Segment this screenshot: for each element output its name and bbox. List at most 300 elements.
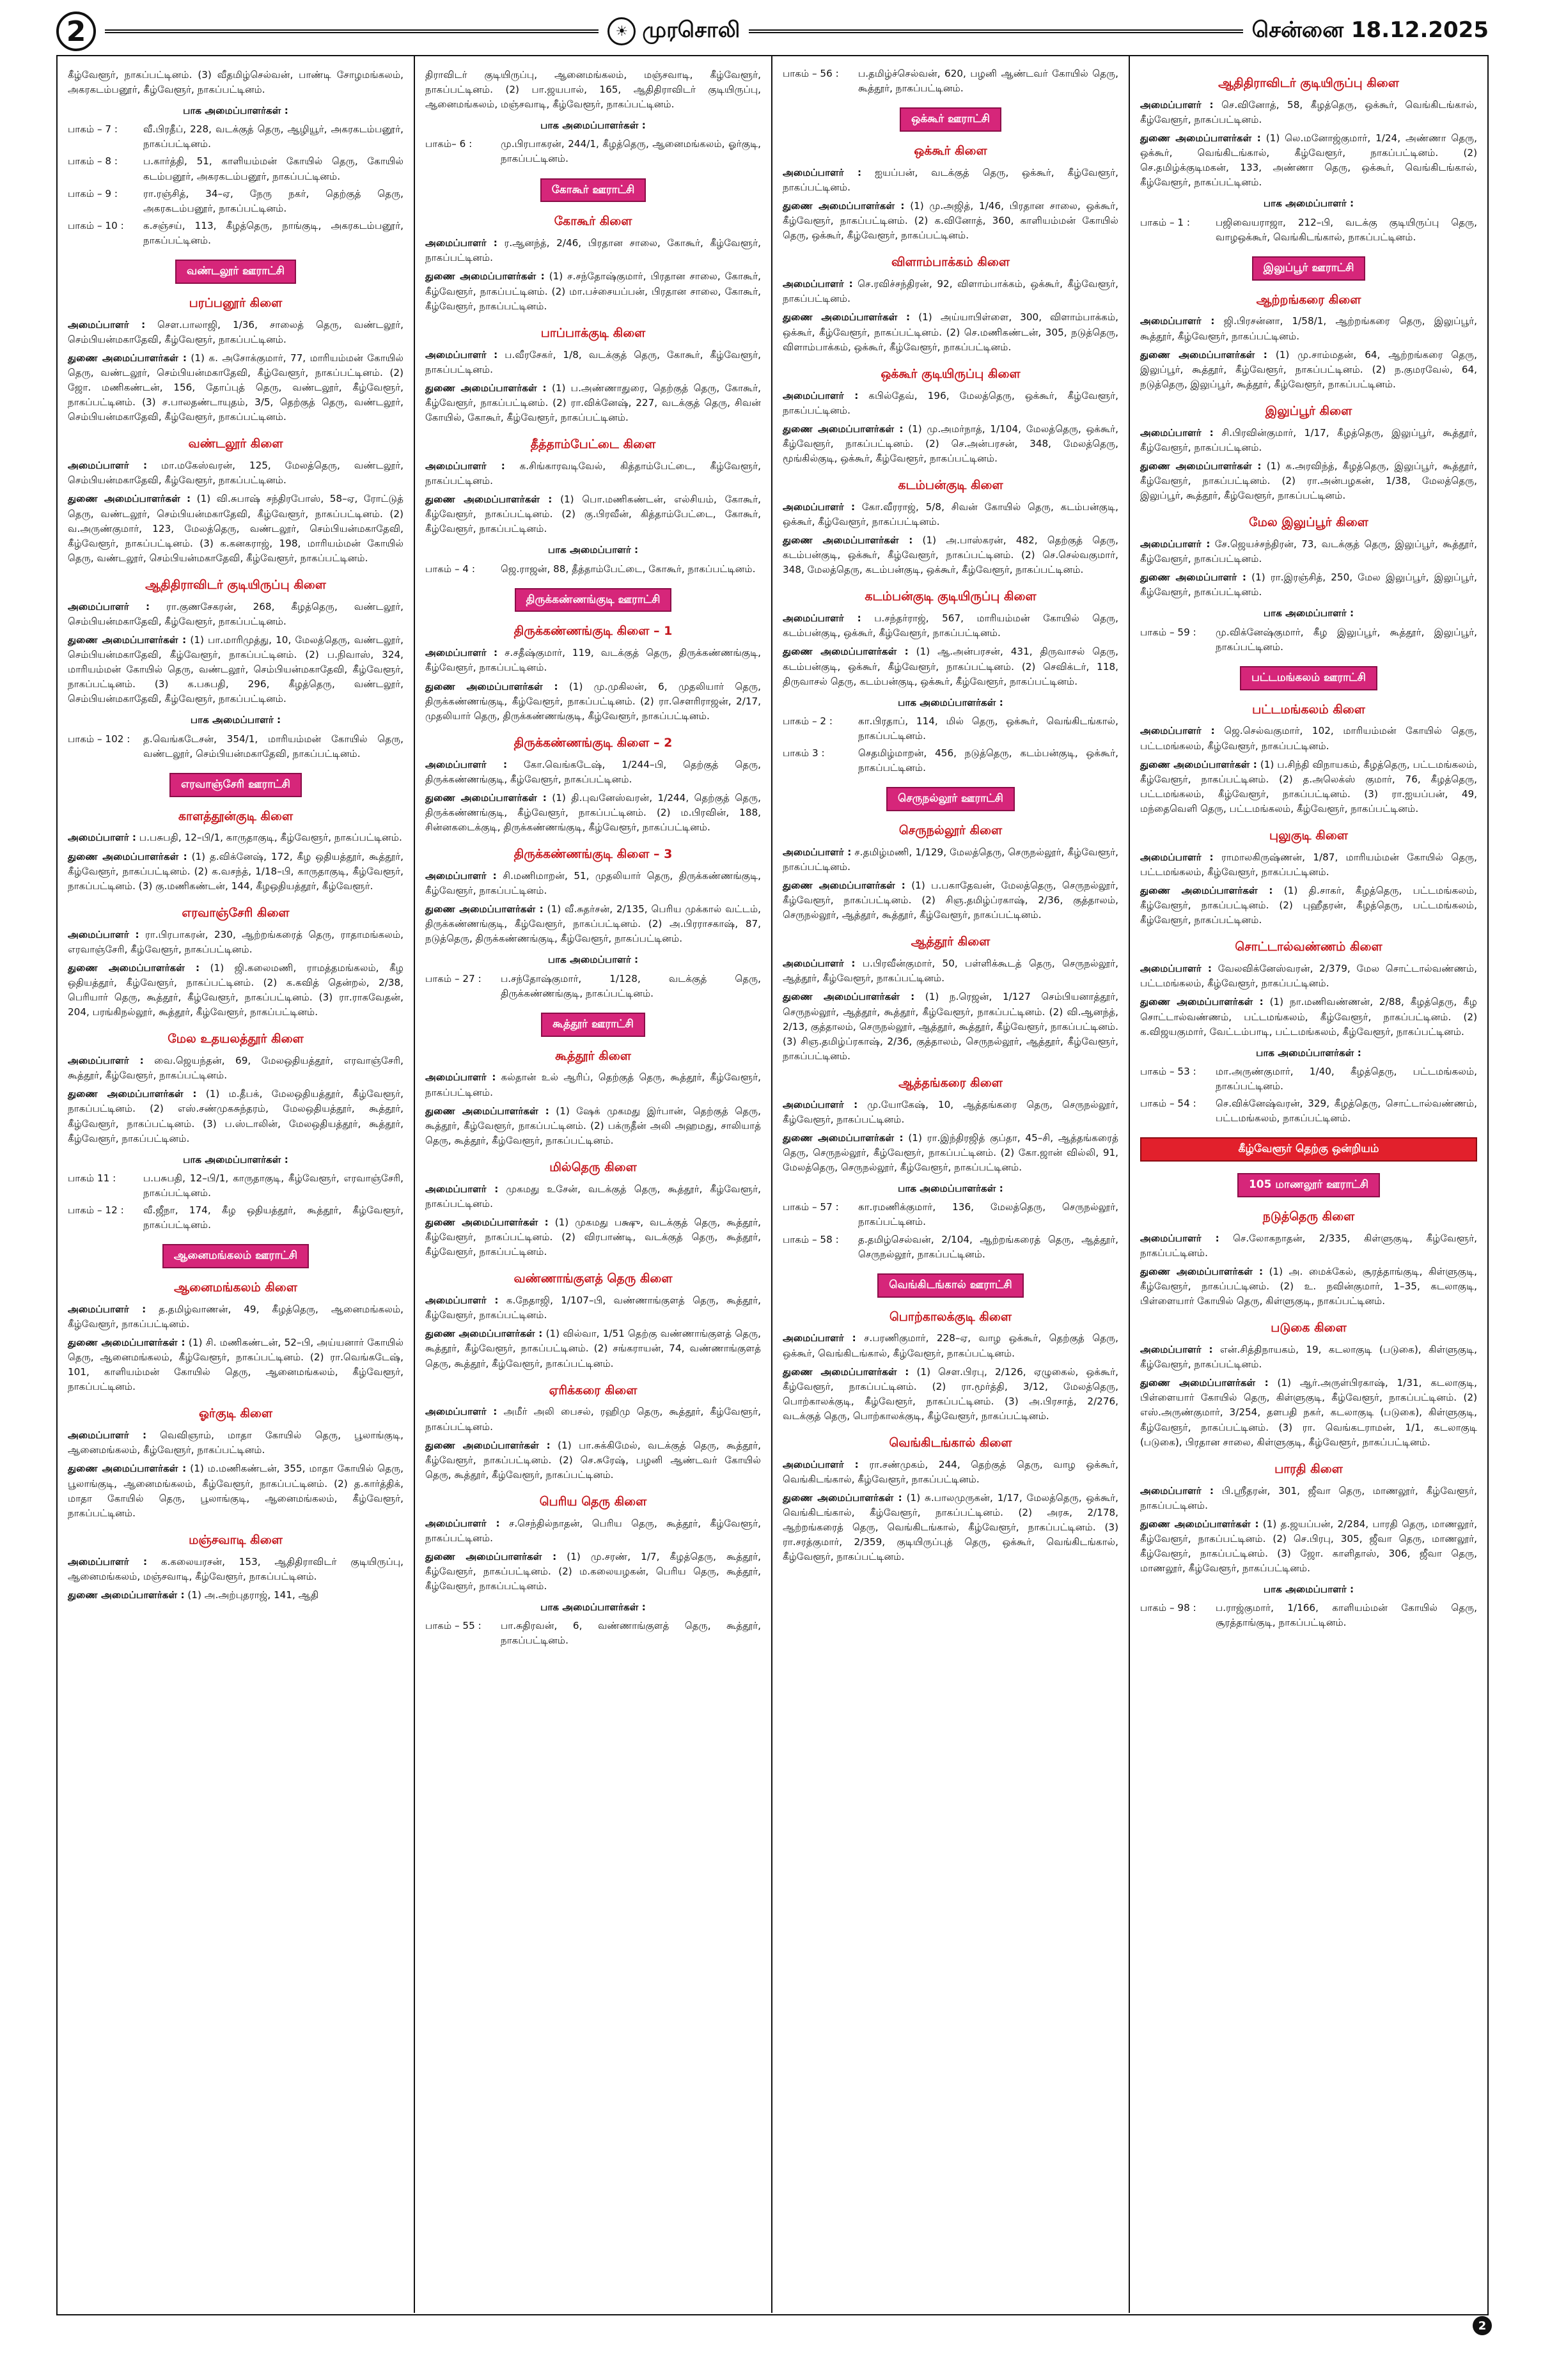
organizer-entry xyxy=(1140,1484,1477,1513)
booth-organizer: ப.சந்தோஷ்குமார், 1/128, வடக்குத் தெரு, திருக்கண்ணங்குடி, நாகப்பட்டினம். xyxy=(501,972,761,999)
booth-number: பாகம் – 58 : xyxy=(783,1233,839,1245)
organizer-entry xyxy=(68,1428,403,1458)
role-label: துணை அமைப்பாளர்கள் : xyxy=(425,494,552,506)
role-label: துணை அமைப்பாளர்கள் : xyxy=(1140,996,1264,1008)
organizer-details: (1) க. அசோக்குமார், 77, மாரியம்மன் கோயில் தெரு, வண்டலூர், செம்பியன்மகாதேவி, கீழ்வேளூர், நாகப்பட்டினம். (2) ஜோ. மணிகண்டன், 156, தோப்புத் தெரு, வண்டலூர், கீழ்வேளூர், நாகப்பட்டினம். (3) ச.பாலதண்டாயுதம், 3/5, தெற்குத் தெரு, வண்டலூர், செம்பியன்மகாதேவி, கீழ்வேளூர், நாகப்பட்டினம். xyxy=(68,352,403,423)
organizer-entry xyxy=(1140,314,1477,343)
organizer-entry xyxy=(783,878,1118,922)
organizer-entry xyxy=(1140,883,1477,928)
role-label: துணை அமைப்பாளர்கள் : xyxy=(425,382,547,394)
booth-entry xyxy=(425,137,761,166)
branch-heading: ஆதிதிராவிடர் குடியிருப்பு கிளை xyxy=(145,577,326,592)
organizer-entry xyxy=(1140,348,1477,392)
organizer-entry xyxy=(425,269,761,313)
organizer-details: ப.பிரவீன்குமார், 50, பள்ளிக்கூடத் தெரு, செருநல்லூர், ஆத்தூர், கீழ்வேளூர், நாகப்பட்டினம். xyxy=(783,958,1118,984)
organizer-entry xyxy=(1140,98,1477,127)
booth-number: பாகம் 11 : xyxy=(68,1172,116,1184)
role-label: துணை அமைப்பாளர்கள் : xyxy=(425,1216,549,1228)
role-label: அமைப்பாளர் : xyxy=(68,832,137,844)
organizer-details: சௌ.பாலாஜி, 1/36, சாலைத் தெரு, வண்டலூர், செம்பியன்மகாதேவி, கீழ்வேளூர், நாகப்பட்டினம். xyxy=(68,318,403,345)
branch-heading: மேல இலுப்பூர் கிளை xyxy=(1249,515,1368,530)
organizer-entry xyxy=(425,1438,761,1482)
organizer-details: (1) மு.அமர்நாத், 1/104, மேலத்தெரு, ஒக்கூர், கீழ்வேளூர், நாகப்பட்டினம். (2) செ.அன்பரசன், 348, மேலத்தெரு, மூங்கில்குடி, ஒக்கூர், கீழ்வேளூர், நாகப்பட்டினம். xyxy=(783,423,1118,464)
article-columns xyxy=(58,56,1487,2313)
booth-organizer: த.வெங்கடேசன், 354/1, மாரியம்மன் கோயில் தெரு, வண்டலூர், செம்பியன்மகாதேவி, நாகப்பட்டினம். xyxy=(143,733,403,759)
role-label: துணை அமைப்பாளர்கள் : xyxy=(783,534,913,547)
booth-organizer: மு.விக்னேஷ்குமார், கீழ இலுப்பூர், கூத்தூர், இலுப்பூர், நாகப்பட்டினம். xyxy=(1216,626,1477,653)
role-label: அமைப்பாளர் : xyxy=(425,237,497,249)
organizer-entry xyxy=(783,199,1118,243)
booth-organizers-heading: பாக அமைப்பாளர்கள் : xyxy=(898,1183,1003,1195)
role-label: துணை அமைப்பாளர்கள் : xyxy=(425,680,558,692)
booth-number: பாகம் – 7 : xyxy=(68,123,118,136)
booth-organizers-heading: பாக அமைப்பாளர்கள் : xyxy=(540,120,646,132)
organizer-details: (1) அய்யாபிள்ளை, 300, விளாம்பாக்கம், ஒக்கூர், கீழ்வேளூர், நாகப்பட்டினம். (2) செ.மணிகண்டன், 305, நடுத்தெரு, விளாம்பாக்கம், ஒக்கூர், கீழ்வேளூர், நாகப்பட்டினம். xyxy=(783,311,1118,353)
organizer-entry xyxy=(68,492,403,565)
organizer-entry xyxy=(783,533,1118,577)
booth-organizers-heading: பாக அமைப்பாளர்கள் : xyxy=(898,696,1003,708)
role-label: அமைப்பாளர் : xyxy=(425,1183,499,1195)
organizer-entry xyxy=(68,351,403,424)
role-label: துணை அமைப்பாளர்கள் : xyxy=(425,1328,543,1340)
organizer-details: ஜி.பிரசன்னா, 1/58/1, ஆற்றங்கரை தெரு, இலுப்பூர், கூத்தூர், கீழ்வேளூர், நாகப்பட்டினம். xyxy=(1140,315,1477,342)
branch-heading: ஒக்கூர் குடியிருப்பு கிளை xyxy=(881,366,1021,381)
role-label: துணை அமைப்பாளர்கள் : xyxy=(783,1492,902,1504)
booth-number: பாகம் – 53 : xyxy=(1140,1065,1196,1077)
role-label: துணை அமைப்பாளர்கள் : xyxy=(68,850,187,862)
booth-number: பாகம் – 56 : xyxy=(783,68,839,79)
role-label: துணை அமைப்பாளர்கள் : xyxy=(783,646,909,658)
continued-paragraph: கீழ்வேளூர், நாகப்பட்டினம். (3) வீதமிழ்செல்வன், பாண்டி சோழமங்கலம், அகரகடம்பனூர், கீழ்வேளூர், நாகப்பட்டினம். xyxy=(68,69,403,96)
organizer-entry xyxy=(1140,1376,1477,1449)
organizer-details: (1) அ. மைக்கேல், சூரத்தாங்குடி, கிள்ளுகுடி, கீழ்வேளூர், நாகப்பட்டினம். (2) உ. நவின்குமார், 1–35, கடலாகுடி, பிள்ளையார் கோயில் தெரு, கிள்ளுகுடி, நாகப்பட்டினம். xyxy=(1140,1265,1478,1307)
panchayat-banner: கீழ்வேளூர் தெற்கு ஒன்றியம் xyxy=(1140,1137,1477,1162)
role-label: அமைப்பாளர் : xyxy=(1140,725,1215,737)
organizer-entry xyxy=(783,1098,1118,1127)
organizer-details: (1) ப.சிந்தி விநாயகம், கீழத்தெரு, பட்டமங்கலம், கீழ்வேளூர், நாகப்பட்டினம். (2) த.அலெக்ஸ் குமார், 76, கீழத்தெரு, பட்டமங்கலம், கீழ்வேளூர், நாகப்பட்டினம். (3) ரா.ஐயப்பன், 49, மந்தைவெளி தெரு, பட்டமங்கலம், கீழ்வேளூர், நாகப்பட்டினம். xyxy=(1140,758,1477,814)
booth-number: பாகம்– 6 : xyxy=(425,138,473,150)
organizer-entry xyxy=(68,961,403,1020)
organizer-details: (1) லெ.மனோஜ்குமார், 1/24, அண்ணா தெரு, ஒக்கூர், வெங்கிடங்கால், கீழ்வேளூர், நாகப்பட்டினம். (2) செ.தமிழ்க்குடிமகன், 133, அண்ணா தெரு, ஒக்கூர், வெங்கிடங்கால், கீழ்வேளூர், நாகப்பட்டினம். xyxy=(1140,132,1477,189)
role-label: துணை அமைப்பாளர்கள் : xyxy=(1140,1518,1259,1530)
organizer-entry xyxy=(425,1293,761,1323)
branch-heading: வண்டலூர் கிளை xyxy=(188,437,283,451)
organizer-entry xyxy=(425,348,761,377)
role-label: அமைப்பாளர் : xyxy=(68,1055,144,1067)
organizer-entry xyxy=(425,236,761,265)
booth-entry xyxy=(68,1203,403,1233)
booth-organizers-heading: பாக அமைப்பாளர் : xyxy=(547,544,639,556)
organizer-details: வை.ஜெயந்தன், 69, மேலஒதியத்தூர், எரவாஞ்சேரி, கூத்தூர், கீழ்வேளூர், நாகப்பட்டினம். xyxy=(68,1055,404,1082)
role-label: துணை அமைப்பாளர்கள் : xyxy=(783,200,905,212)
organizer-details: (1) நா.மணிவண்ணன், 2/88, கீழத்தெரு, கீழ சொட்டால்வண்ணம், பட்டமங்கலம், கீழ்வேளூர், நாகப்பட்டினம். (2) க.விஜயகுமார், வேட்டம்பாடி, பட்டமங்கலம், கீழ்வேளூர், நாகப்பட்டினம். xyxy=(1140,996,1478,1038)
organizer-details: ப.வீரசேகர், 1/8, வடக்குத் தெரு, கோகூர், கீழ்வேளூர், நாகப்பட்டினம். xyxy=(425,348,762,375)
booth-organizers-heading: பாக அமைப்பாளர்கள் : xyxy=(183,1153,288,1165)
role-label: துணை அமைப்பாளர்கள் : xyxy=(425,1105,549,1117)
organizer-details: க.நேதாஜி, 1/107–பி, வண்ணாங்குளத் தெரு, கூத்தூர், கீழ்வேளூர், நாகப்பட்டினம். xyxy=(425,1295,762,1321)
role-label: அமைப்பாளர் : xyxy=(425,1071,496,1084)
organizer-details: (1) த.விக்னேஷ், 172, கீழ ஒதியத்தூர், கூத்தூர், கீழ்வேளூர், நாகப்பட்டினம். (2) க.வசந்த், 1/18–பி, காருதாகுடி, கீழ்வேளூர், நாகப்பட்டினம். (3) கு.மணிகண்டன், 144, கீழஒதியத்தூர், கீழ்வேளூர். xyxy=(68,850,403,892)
role-label: துணை அமைப்பாளர்கள் : xyxy=(783,991,915,1003)
organizer-entry xyxy=(783,845,1118,875)
booth-organizer: செ.விக்னேஷ்வரன், 329, கீழத்தெரு, சொட்டால்வண்ணம், பட்டமங்கலம், நாகப்பட்டினம். xyxy=(1216,1098,1477,1124)
organizer-entry xyxy=(1140,1342,1477,1372)
organizer-entry xyxy=(783,1491,1118,1564)
organizer-details: கோ.வெங்கடேஷ், 1/244–பி, தெற்குத் தெரு, திருக்கண்ணங்குடி, கீழ்வேளூர், நாகப்பட்டினம். xyxy=(425,758,762,785)
branch-heading: பொற்காலக்குடி கிளை xyxy=(889,1309,1012,1324)
panchayat-banner: 105 மாணலூர் ஊராட்சி xyxy=(1237,1173,1380,1197)
organizer-details: (1) அ.பாஸ்கரன், 482, தெற்குத் தெரு, கடம்பன்குடி, ஒக்கூர், கீழ்வேளூர், நாகப்பட்டினம். (2) செ.செல்வகுமார், 348, மேலத்தெரு, கடம்பன்குடி, ஒக்கூர், கீழ்வேளூர், நாகப்பட்டினம். xyxy=(783,534,1118,576)
organizer-details: ஐயப்பன், வடக்குத் தெரு, ஒக்கூர், கீழ்வேளூர், நாகப்பட்டினம். xyxy=(783,166,1119,193)
branch-heading: பாரதி கிளை xyxy=(1274,1461,1343,1476)
organizer-details: (1) முகமது பக்ஷு, வடக்குத் தெரு, கூத்தூர், கீழ்வேளூர், நாகப்பட்டினம். (2) விரபாண்டி, வடக்குத் தெரு, கூத்தூர், கீழ்வேளூர், நாகப்பட்டினம். xyxy=(425,1216,762,1258)
role-label: அமைப்பாளர் : xyxy=(425,758,508,770)
organizer-entry xyxy=(68,600,403,629)
organizer-entry xyxy=(68,318,403,347)
organizer-details: (1) சு.பாலமுருகன், 1/17, மேலத்தெரு, ஒக்கூர், வெங்கிடங்கால், கீழ்வேளூர், நாகப்பட்டினம். (2) அரசு, 2/178, ஆற்றங்கரைத் தெரு, வெங்கிடங்கால், கீழ்வேளூர், நாகப்பட்டினம். (3) ரா.சரத்குமார், 2/359, குடியிருப்புத் தெரு, ஒக்கூர், வெங்கிடங்கால், கீழ்வேளூர், நாகப்பட்டினம். xyxy=(783,1492,1118,1563)
organizer-details: (1) பா.சுக்கிமேல், வடக்குத் தெரு, கூத்தூர், கீழ்வேளூர், நாகப்பட்டினம். (2) செ.சுரேஷ், பழனி ஆண்டவர் கோயில் தெரு, கூத்தூர், கீழ்வேளூர், நாகப்பட்டினம். xyxy=(425,1439,761,1481)
organizer-entry xyxy=(425,902,761,946)
role-label: அமைப்பாளர் : xyxy=(425,870,497,882)
branch-heading: ஆத்தங்கரை கிளை xyxy=(898,1075,1003,1090)
booth-organizer: ப.பசுபதி, 12–பி/1, காருதாகுடி, கீழ்வேளூர், எரவாஞ்சேரி, நாகப்பட்டினம். xyxy=(143,1172,403,1199)
organizer-entry xyxy=(1140,1517,1477,1576)
organizer-entry xyxy=(425,758,761,787)
branch-heading: வண்ணாங்குளத் தெரு கிளை xyxy=(513,1272,673,1286)
branch-heading: நடுத்தெரு கிளை xyxy=(1262,1209,1355,1224)
booth-entry xyxy=(68,219,403,248)
organizer-details: முகமது உசேன், வடக்குத் தெரு, கூத்தூர், கீழ்வேளூர், நாகப்பட்டினம். xyxy=(425,1183,762,1209)
organizer-details: (1) ஆ.அன்பரசன், 431, திருவாசல் தெரு, கடம்பன்குடி, ஒக்கூர், கீழ்வேளூர், நாகப்பட்டினம். (2) செவிக்டர், 118, திருவாசல் தெரு, கடம்பன்குடி, ஒக்கூர், கீழ்வேளூர், நாகப்பட்டினம். xyxy=(783,646,1119,687)
role-label: துணை அமைப்பாளர்கள் : xyxy=(1140,885,1273,897)
role-label: துணை அமைப்பாளர்கள் : xyxy=(1140,758,1257,770)
branch-heading: பட்டமங்கலம் கிளை xyxy=(1252,702,1365,717)
organizer-entry xyxy=(425,1182,761,1211)
branch-heading: ஏரிக்கரை கிளை xyxy=(549,1383,638,1397)
organizer-entry xyxy=(1140,995,1477,1039)
role-label: துணை அமைப்பாளர்கள் : xyxy=(425,1439,551,1451)
organizer-details: பி.ஸ்ரீதரன், 301, ஜீவா தெரு, மாணலூர், கீழ்வேளூர், நாகப்பட்டினம். xyxy=(1140,1484,1478,1511)
branch-heading: மேல உதயலத்தூர் கிளை xyxy=(168,1032,304,1046)
organizer-entry xyxy=(783,277,1118,306)
organizer-entry xyxy=(68,1461,403,1520)
booth-organizers-heading: பாக அமைப்பாளர்கள் : xyxy=(183,105,288,117)
booth-organizer: மு.பிரபாகரன், 244/1, கீழத்தெரு, ஆனைமங்கலம், ஓர்குடி, நாகப்பட்டினம். xyxy=(501,138,761,165)
organizer-details: செ.ரவிச்சந்திரன், 92, விளாம்பாக்கம், ஒக்கூர், கீழ்வேளூர், நாகப்பட்டினம். xyxy=(783,278,1118,305)
role-label: துணை அமைப்பாளர்கள் : xyxy=(1140,1265,1264,1277)
role-label: துணை அமைப்பாளர்கள் : xyxy=(68,1337,185,1349)
organizer-entry xyxy=(783,166,1118,195)
role-label: அமைப்பாளர் : xyxy=(68,318,146,331)
organizer-entry xyxy=(783,1331,1118,1360)
role-label: அமைப்பாளர் : xyxy=(1140,851,1214,863)
panchayat-banner: எரவாஞ்சேரி ஊராட்சி xyxy=(169,773,302,797)
booth-number: பாகம் – 9 : xyxy=(68,187,118,199)
booth-entry xyxy=(783,1200,1118,1229)
role-label: அமைப்பாளர் : xyxy=(783,612,861,625)
role-label: துணை அமைப்பாளர்கள் : xyxy=(1140,132,1261,144)
organizer-entry xyxy=(1140,961,1477,991)
booth-number: பாகம் – 4 : xyxy=(425,563,476,575)
booth-number: பாகம் – 12 : xyxy=(68,1204,124,1216)
role-label: அமைப்பாளர் : xyxy=(1140,315,1215,327)
booth-number: பாகம் – 8 : xyxy=(68,155,118,167)
booth-organizer: ஜெ.ராஜன், 88, தீத்தாம்பேட்டை, கோகூர், நாகப்பட்டினம். xyxy=(501,563,756,575)
organizer-details: ப.சந்தர்ராஜ், 567, மாரியம்மன் கோயில் தெரு, கடம்பன்குடி, ஒக்கூர், கீழ்வேளூர், நாகப்பட்டினம். xyxy=(783,612,1118,639)
booth-entry xyxy=(1140,625,1477,655)
organizer-details: சி.பிரவின்குமார், 1/17, கீழத்தெரு, இலுப்பூர், கூத்தூர், கீழ்வேளூர், நாகப்பட்டினம். xyxy=(1140,426,1477,453)
branch-heading: எரவாஞ்சேரி கிளை xyxy=(182,905,290,920)
panchayat-banner: திருக்கண்ணங்குடி ஊராட்சி xyxy=(515,588,672,612)
organizer-details: (1) மு.அஜித், 1/46, பிரதான சாலை, ஒக்கூர், கீழ்வேளூர், நாகப்பட்டினம். (2) க.வினோத், 360, காளியம்மன் கோயில் தெரு, ஒக்கூர், கீழ்வேளூர், நாகப்பட்டினம். xyxy=(783,200,1119,242)
role-label: அமைப்பாளர் : xyxy=(425,1406,497,1418)
role-label: அமைப்பாளர் : xyxy=(1140,98,1214,111)
organizer-details: (1) சி. மணிகண்டன், 52–பி, அய்யனார் கோயில் தெரு, ஆனைமங்கலம், கீழ்வேளூர், நாகப்பட்டினம். (2) ரா.வெங்கடேஷ், 101, காளியம்மன் கோயில் தெரு, ஆனைமங்கலம், கீழ்வேளூர், நாகப்பட்டினம். xyxy=(68,1337,403,1393)
organizer-entry xyxy=(68,1588,403,1603)
masthead-rule-left xyxy=(105,29,599,33)
organizer-entry xyxy=(425,381,761,425)
booth-number: பாகம் – 54 : xyxy=(1140,1098,1196,1109)
branch-heading: வெங்கிடங்கால் கிளை xyxy=(889,1435,1012,1450)
booth-number: பாகம் – 1 : xyxy=(1140,216,1191,228)
masthead xyxy=(56,8,1489,55)
role-label: துணை அமைப்பாளர்கள் : xyxy=(1140,1377,1269,1389)
organizer-entry xyxy=(425,1550,761,1594)
panchayat-banner: ஒக்கூர் ஊராட்சி xyxy=(900,107,1001,132)
booth-entry xyxy=(783,714,1118,743)
booth-number: பாகம் – 59 : xyxy=(1140,626,1196,638)
booth-number: பாகம் – 2 : xyxy=(783,715,833,727)
organizer-details: ரா.குணசேகரன், 268, கீழத்தெரு, வண்டலூர், செம்பியன்மகாதேவி, கீழ்வேளூர், நாகப்பட்டினம். xyxy=(68,600,403,627)
booth-organizer: கா.ரமணிக்குமார், 136, மேலத்தெரு, செருநல்லூர், நாகப்பட்டினம். xyxy=(858,1201,1118,1228)
role-label: துணை அமைப்பாளர்கள் : xyxy=(68,1463,187,1475)
role-label: துணை அமைப்பாளர்கள் : xyxy=(68,961,200,974)
organizer-entry xyxy=(1140,570,1477,600)
booth-number: பாகம் – 98 : xyxy=(1140,1602,1196,1614)
booth-organizers-heading: பாக அமைப்பாளர்கள் : xyxy=(1256,1046,1361,1059)
role-label: துணை அமைப்பாளர்கள் : xyxy=(1140,460,1262,472)
role-label: அமைப்பாளர் : xyxy=(425,460,505,472)
role-label: அமைப்பாளர் : xyxy=(783,846,852,858)
organizer-entry xyxy=(783,1458,1118,1487)
organizer-entry xyxy=(783,389,1118,418)
organizer-details: வேலவிக்னேஸ்வரன், 2/379, மேல சொட்டால்வண்ணம், பட்டமங்கலம், கீழ்வேளூர், நாகப்பட்டினம். xyxy=(1140,963,1477,990)
branch-heading: ஆதிதிராவிடர் குடியிருப்பு கிளை xyxy=(1218,76,1399,90)
organizer-details: (1) க.அரவிந்த், கீழத்தெரு, இலுப்பூர், கூத்தூர், கீழ்வேளூர், நாகப்பட்டினம். (2) ரா.அன்பழகன், 1/38, மேலத்தெரு, இலுப்பூர், கூத்தூர், கீழ்வேளூர், நாகப்பட்டினம். xyxy=(1140,460,1478,502)
branch-heading: கடம்பன்குடி கிளை xyxy=(898,478,1003,493)
organizer-details: (1) ம.மணிகண்டன், 355, மாதா கோயில் தெரு, பூலாங்குடி, ஆனைமங்கலம், கீழ்வேளூர், நாகப்பட்டினம். (2) த.கார்த்திக், மாதா கோயில் தெரு, பூலாங்குடி, ஆனைமங்கலம், கீழ்வேளூர், நாகப்பட்டினம். xyxy=(68,1463,403,1519)
role-label: அமைப்பாளர் : xyxy=(783,278,853,290)
branch-heading: கோகூர் கிளை xyxy=(554,214,632,229)
organizer-details: ர.ஆனந்த், 2/46, பிரதான சாலை, கோகூர், கீழ்வேளூர், நாகப்பட்டினம். xyxy=(425,237,762,264)
booth-entry xyxy=(425,562,761,577)
booth-entry xyxy=(1140,1096,1477,1126)
booth-organizers-heading: பாக அமைப்பாளர் : xyxy=(547,954,639,966)
organizer-details: ச.பரணிகுமார், 228–ஏ, வாழ ஒக்கூர், தெற்குத் தெரு, ஒக்கூர், வெங்கிடங்கால், கீழ்வேளூர், நாகப்பட்டினம். xyxy=(783,1332,1119,1359)
organizer-entry xyxy=(1140,537,1477,566)
booth-organizer: வீ.ஜீநா, 174, கீழ ஒதியத்தூர், கூத்தூர், கீழ்வேளூர், நாகப்பட்டினம். xyxy=(143,1204,403,1231)
organizer-entry xyxy=(1140,131,1477,190)
role-label: துணை அமைப்பாளர்கள் : xyxy=(68,352,187,364)
organizer-details: கபில்தேவ், 196, மேலத்தெரு, ஒக்கூர், கீழ்வேளூர், நாகப்பட்டினம். xyxy=(783,389,1118,416)
role-label: துணை அமைப்பாளர்கள் : xyxy=(783,880,905,892)
role-label: அமைப்பாளர் : xyxy=(1140,426,1214,439)
booth-entry xyxy=(68,187,403,216)
role-label: அமைப்பாளர் : xyxy=(1140,1484,1214,1497)
booth-entry xyxy=(1140,1064,1477,1094)
role-label: அமைப்பாளர் : xyxy=(783,1458,859,1470)
booth-organizer: பஜிவையராஜா, 212–பி, வடக்கு குடியிருப்பு தெரு, வாழஒக்கூர், வெங்கிடங்கால், நாகப்பட்டினம். xyxy=(1216,216,1477,243)
organizer-details: ச.தமிழ்மணி, 1/129, மேலத்தெரு, செருநல்லூர், கீழ்வேளூர், நாகப்பட்டினம். xyxy=(783,846,1118,873)
column-1 xyxy=(58,56,415,2313)
branch-heading: மில்தெரு கிளை xyxy=(549,1160,637,1174)
organizer-entry xyxy=(783,956,1118,986)
panchayat-banner: வண்டலூர் ஊராட்சி xyxy=(175,260,296,284)
panchayat-banner: வெங்கிடங்கால் ஊராட்சி xyxy=(877,1273,1023,1298)
role-label: அமைப்பாளர் : xyxy=(68,1429,147,1442)
role-label: அமைப்பாளர் : xyxy=(1140,1232,1219,1244)
organizer-details: ரா.பிரபாகரன், 230, ஆற்றங்கரைத் தெரு, ராதாமங்கலம், எரவாஞ்சேரி, கீழ்வேளூர், நாகப்பட்டினம். xyxy=(68,928,404,955)
organizer-details: (1) ஆர்.அருள்பிரகாஷ், 1/31, கடலாகுடி, பிள்ளையார் கோயில் தெரு, கிள்ளுகுடி, கீழ்வேளூர், நாகப்பட்டினம். (2) எஸ்.அருண்குமார், 3/254, தளபதி நகர், கடலாகுடி (படுகை), கிள்ளுகுடி, கீழ்வேளூர், நாகப்பட்டினம். (3) ரா. வெங்கடராமன், 1/1, கடலாகுடி (படுகை), பிரதான சாலை, கிள்ளுகுடி, கீழ்வேளூர், நாகப்பட்டினம். xyxy=(1140,1377,1477,1448)
organizer-details: கோ.வீரராஜ், 5/8, சிவன் கோயில் தெரு, கடம்பன்குடி, ஒக்கூர், கீழ்வேளூர், நாகப்பட்டினம். xyxy=(783,501,1119,528)
organizer-entry xyxy=(783,990,1118,1063)
edition-date: சென்னை 18.12.2025 xyxy=(1251,17,1489,43)
booth-organizer: மா.அருண்குமார், 1/40, கீழத்தெரு, பட்டமங்கலம், நாகப்பட்டினம். xyxy=(1216,1065,1477,1092)
organizer-details: மா.மகேஸ்வரன், 125, மேலத்தெரு, வண்டலூர், செம்பியன்மகாதேவி, கீழ்வேளூர், நாகப்பட்டினம். xyxy=(68,460,404,486)
role-label: அமைப்பாளர் : xyxy=(783,958,856,970)
organizer-details: கல்தான் உல் ஆரிப், தெற்குத் தெரு, கூத்தூர், கீழ்வேளூர், நாகப்பட்டினம். xyxy=(425,1071,761,1098)
role-label: அமைப்பாளர் : xyxy=(425,1517,500,1529)
organizer-details: (1) சௌ.பிரபு, 2/126, ஏழுகைல், ஒக்கூர், கீழ்வேளூர், நாகப்பட்டினம். (2) ரா.மூர்த்தி, 3/12, மேலத்தெரு, பொற்காலக்குடி, கீழ்வேளூர், நாகப்பட்டினம். (3) அ.பிரசாத், 2/276, வடக்குத் தெரு, பொற்காலக்குடி, கீழ்வேளூர், நாகப்பட்டினம். xyxy=(783,1365,1119,1422)
role-label: அமைப்பாளர் : xyxy=(68,460,148,472)
branch-heading: ஆனைமங்கலம் கிளை xyxy=(174,1280,297,1295)
organizer-details: த.தமிழ்வாணன், 49, கீழத்தெரு, ஆனைமங்கலம், கீழ்வேளூர், நாகப்பட்டினம். xyxy=(68,1303,404,1330)
organizer-entry xyxy=(1140,1231,1477,1261)
column-4 xyxy=(1130,56,1487,2313)
organizer-details: (1) அ.அற்புதராஜ், 141, ஆதி xyxy=(187,1589,319,1601)
organizer-entry xyxy=(68,458,403,488)
role-label: அமைப்பாளர் : xyxy=(425,647,498,659)
branch-heading: ஆற்றங்கரை கிளை xyxy=(1256,292,1361,307)
organizer-details: ச.சதீஷ்குமார், 119, வடக்குத் தெரு, திருக்கண்ணங்குடி, கீழ்வேளூர், நாகப்பட்டினம். xyxy=(425,647,761,674)
role-label: அமைப்பாளர் : xyxy=(1140,538,1210,550)
organizer-details: சே.ஜெயச்சந்திரன், 73, வடக்குத் தெரு, இலுப்பூர், கூத்தூர், கீழ்வேளூர், நாகப்பட்டினம். xyxy=(1140,538,1478,565)
booth-organizers-heading: பாக அமைப்பாளர் : xyxy=(1263,1583,1354,1596)
role-label: அமைப்பாளர் : xyxy=(1140,963,1212,975)
role-label: அமைப்பாளர் : xyxy=(783,1098,858,1110)
column-3 xyxy=(772,56,1130,2313)
organizer-entry xyxy=(68,1555,403,1584)
booth-entry xyxy=(783,746,1118,775)
organizer-details: (1) வீ.சுதர்சன், 2/135, பெரிய முக்கால் வட்டம், திருக்கண்ணங்குடி, கீழ்வேளூர், நாகப்பட்டினம். (2) அ.பிரராசகாஷ், 87, நடுத்தெரு, திருக்கண்ணங்குடி, கீழ்வேளூர், நாகப்பட்டினம். xyxy=(425,903,761,945)
role-label: அமைப்பாளர் : xyxy=(68,600,150,612)
role-label: அமைப்பாளர் : xyxy=(425,348,498,361)
organizer-details: செ.வினோத், 58, கீழத்தெரு, ஒக்கூர், வெங்கிடங்கால், கீழ்வேளூர், நாகப்பட்டினம். xyxy=(1140,98,1477,125)
panchayat-banner: கோகூர் ஊராட்சி xyxy=(540,178,646,203)
branch-heading: பெரிய தெரு கிளை xyxy=(539,1494,647,1509)
organizer-entry xyxy=(425,680,761,724)
role-label: துணை அமைப்பாளர்கள் : xyxy=(783,1365,909,1378)
role-label: அமைப்பாளர் : xyxy=(68,1555,148,1567)
organizer-details: க.கலையரசன், 153, ஆதிதிராவிடர் குடியிருப்பு, ஆனைமங்கலம், மஞ்சவாடி, கீழ்வேளூர், நாகப்பட்டினம். xyxy=(68,1555,404,1582)
organizer-details: ச.செந்தில்நாதன், பெரிய தெரு, கூத்தூர், கீழ்வேளூர், நாகப்பட்டினம். xyxy=(425,1517,761,1544)
booth-entry xyxy=(783,66,1118,96)
organizer-entry xyxy=(783,500,1118,529)
organizer-details: (1) ஜி.கலைமணி, ராமத்தமங்கலம், கீழ ஒதியத்தூர், கீழ்வேளூர், நாகப்பட்டினம். (2) க.கவித் தென்றல், 2/38, பெரியார் தெரு, கூத்தூர், கீழ்வேளூர், நாகப்பட்டினம். (3) ரா.ராகவேதன், 204, பரங்கிநல்லூர், கூத்தூர், கீழ்வேளூர், நாகப்பட்டினம். xyxy=(68,961,404,1018)
organizer-entry xyxy=(425,1404,761,1434)
booth-entry xyxy=(68,732,403,761)
organizer-details: (1) மு.முகிலன், 6, முதலியார் தெரு, திருக்கண்ணங்குடி, கீழ்வேளூர், நாகப்பட்டினம். (2) ரா.சௌரிராஜன், 2/17, முதலியார் தெரு, திருக்கண்ணங்குடி, கீழ்வேளூர், நாகப்பட்டினம். xyxy=(425,680,761,722)
rising-sun-icon: ☀ xyxy=(607,17,636,45)
booth-number: பாகம் – 57 : xyxy=(783,1201,839,1213)
booth-entry xyxy=(1140,1601,1477,1630)
booth-entry xyxy=(68,1171,403,1201)
branch-heading: பாப்பாக்குடி கிளை xyxy=(540,325,646,340)
organizer-entry xyxy=(425,1104,761,1148)
organizer-details: (1) ச.சந்தோஷ்குமார், பிரதான சாலை, கோகூர், கீழ்வேளூர், நாகப்பட்டினம். (2) மா.பச்சையப்பன், பிரதான சாலை, கோகூர், கீழ்வேளூர், நாகப்பட்டினம். xyxy=(425,270,762,312)
organizer-details: (1) வி.சுபாஷ் சந்திரபோஸ், 58–ஏ, ரோட்டுத் தெரு, வண்டலூர், செம்பியன்மகாதேவி, கீழ்வேளூர், நாகப்பட்டினம். (2) வ.அருண்குமார், 123, மேலத்தெரு, வண்டலூர், செம்பியன்மகாதேவி, கீழ்வேளூர், நாகப்பட்டினம். (3) க.கனகராஜ், 198, மாரியம்மன் கோயில் தெரு, வண்டலூர், செம்பியன்மகாதேவி, கீழ்வேளூர், நாகப்பட்டினம். xyxy=(68,493,404,564)
booth-entry xyxy=(425,1619,761,1648)
organizer-entry xyxy=(68,1335,403,1394)
branch-heading: செருநல்லூர் கிளை xyxy=(898,823,1003,838)
booth-organizers-heading: பாக அமைப்பாளர் : xyxy=(1263,198,1354,210)
branch-heading: கூத்தூர் கிளை xyxy=(555,1048,631,1063)
organizer-entry xyxy=(783,1131,1118,1175)
role-label: துணை அமைப்பாளர்கள் : xyxy=(425,1551,557,1563)
organizer-details: (1) பா.மாரிமுத்து, 10, மேலத்தெரு, வண்டலூர், செம்பியன்மகாதேவி, கீழ்வேளூர், நாகப்பட்டினம். (2) ப.நிவாஸ், 324, மாரியம்மன் கோயில் தெரு, வண்டலூர், செம்பியன்மகாதேவி, கீழ்வேளூர், நாகப்பட்டினம். (3) க.பசுபதி, 296, கீழத்தெரு, வண்டலூர், செம்பியன்மகாதேவி, கீழ்வேளூர், நாகப்பட்டினம். xyxy=(68,634,404,705)
newspaper-logo xyxy=(607,17,740,45)
organizer-entry xyxy=(783,644,1118,688)
role-label: துணை அமைப்பாளர்கள் : xyxy=(68,634,187,646)
column-2 xyxy=(415,56,772,2313)
organizer-details: (1) மு.சரண், 1/7, கீழத்தெரு, கூத்தூர், கீழ்வேளூர், நாகப்பட்டினம். (2) ம.கலையழகன், பெரிய தெரு, கூத்தூர், கீழ்வேளூர், நாகப்பட்டினம். xyxy=(425,1551,761,1592)
booth-number: பாகம் 3 : xyxy=(783,747,825,759)
organizer-details: மு.யோகேஷ், 10, ஆத்தங்கரை தெரு, செருநல்லூர், கீழ்வேளூர், நாகப்பட்டினம். xyxy=(783,1098,1119,1125)
branch-heading: ஆத்தூர் கிளை xyxy=(911,935,991,949)
organizer-entry xyxy=(68,1302,403,1332)
booth-organizer: வீ.பிரதீப், 228, வடக்குத் தெரு, ஆழியூர், அகரகடம்பனூர், நாகப்பட்டினம். xyxy=(143,123,403,150)
organizer-details: (1) ம.தீபக், மேலஒதியத்தூர், கீழ்வேளூர், நாகப்பட்டினம். (2) எஸ்.சண்முகசுந்தரம், மேலஒதியத்தூர், கூத்தூர், கீழ்வேளூர், நாகப்பட்டினம். (3) ப.ஸ்டாலின், மேலஒதியத்தூர், கூத்தூர், கீழ்வேளூர், நாகப்பட்டினம். xyxy=(68,1088,403,1144)
organizer-details: அமீர் அலி பைசல், ரஹிமு தெரு, கூத்தூர், கீழ்வேளூர், நாகப்பட்டினம். xyxy=(425,1406,762,1433)
role-label: துணை அமைப்பாளர்கள் : xyxy=(783,1132,904,1144)
branch-heading: திருக்கண்ணங்குடி கிளை – 3 xyxy=(513,847,673,862)
organizer-entry xyxy=(68,830,403,845)
branch-heading: மஞ்சவாடி கிளை xyxy=(189,1532,283,1547)
panchayat-banner: செருநல்லூர் ஊராட்சி xyxy=(886,787,1015,811)
branch-heading: ஒக்கூர் கிளை xyxy=(914,144,987,159)
organizer-entry xyxy=(425,1516,761,1546)
branch-heading: திருக்கண்ணங்குடி கிளை – 1 xyxy=(513,624,673,639)
booth-entry xyxy=(68,154,403,183)
organizer-entry xyxy=(425,492,761,536)
continued-paragraph: திராவிடர் குடியிருப்பு, ஆனைமங்கலம், மஞ்சவாடி, கீழ்வேளூர், நாகப்பட்டினம். (2) பா.ஜயபால், 165, ஆதிதிராவிடர் குடியிருப்பு, ஆனைமங்கலம், மஞ்சவாடி, கீழ்வேளூர், நாகப்பட்டினம். xyxy=(425,69,761,111)
branch-heading: படுகை கிளை xyxy=(1271,1321,1347,1335)
branch-heading: தீத்தாம்பேட்டை கிளை xyxy=(530,437,656,452)
newspaper-name: முரசொலி xyxy=(642,17,740,43)
organizer-entry xyxy=(783,422,1118,466)
footer-page-number: 2 xyxy=(1473,2316,1492,2335)
branch-heading: இலுப்பூர் கிளை xyxy=(1265,403,1352,418)
organizer-details: (1) ரா.இந்திரஜித் குப்தா, 45–சி, ஆத்தங்கரைத் தெரு, செருநல்லூர், கீழ்வேளூர், நாகப்பட்டினம். (2) கோ.ஜான் வில்லி, 91, மேலத்தெரு, செருநல்லூர், கீழ்வேளூர், நாகப்பட்டினம். xyxy=(783,1132,1119,1174)
organizer-entry xyxy=(1140,1264,1477,1309)
branch-heading: கடம்பன்குடி குடியிருப்பு கிளை xyxy=(865,589,1037,604)
organizer-details: ப.பசுபதி, 12–பி/1, காருதாகுடி, கீழ்வேளூர், நாகப்பட்டினம். xyxy=(139,832,402,844)
role-label: அமைப்பாளர் : xyxy=(783,1332,856,1344)
branch-heading: காளத்தூன்குடி கிளை xyxy=(178,809,294,823)
booth-organizers-heading: பாக அமைப்பாளர்கள் : xyxy=(540,1601,646,1614)
organizer-entry xyxy=(68,928,403,957)
panchayat-banner: பட்டமங்கலம் ஊராட்சி xyxy=(1240,666,1377,690)
